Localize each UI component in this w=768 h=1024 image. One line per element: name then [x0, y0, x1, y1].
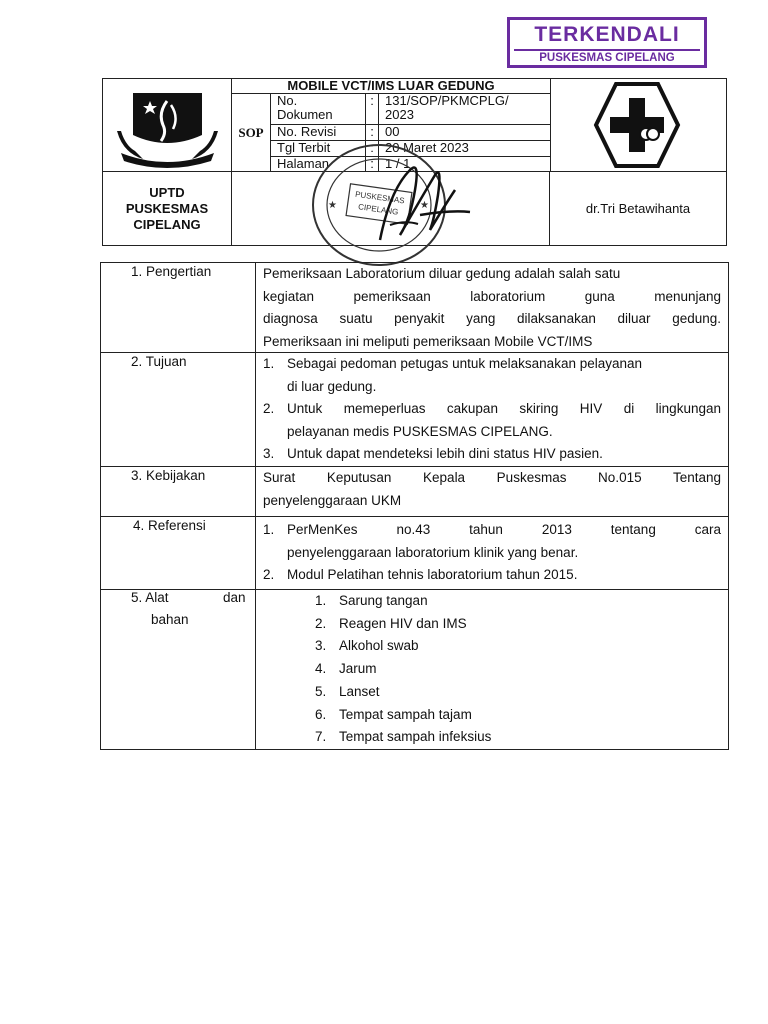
text-line: diagnosa suatu penyakit yang dilaksanakan diluar gedung. [263, 311, 721, 326]
meta-value: 20 Maret 2023 [385, 140, 469, 155]
list-number: 2. [263, 401, 275, 416]
section-label: 3. Kebijakan [131, 468, 206, 483]
text-line: penyelenggaraan UKM [263, 492, 402, 508]
item-text: Lanset [339, 683, 380, 699]
meta-label: Halaman [277, 156, 330, 171]
meta-row-revision [271, 125, 550, 141]
stamp-title: TERKENDALI [534, 23, 680, 46]
stamp-subtitle: PUSKESMAS CIPELANG [514, 49, 700, 66]
text-line: Pemeriksaan ini meliputi pemeriksaan Mobile VCT/IMS [263, 333, 593, 349]
list-number: 2. [263, 567, 275, 582]
regency-logo-cell [103, 79, 232, 172]
section-pengertian [101, 263, 728, 353]
text-line: Untuk memeperluas cakupan skiring HIV di lingkungan [287, 401, 721, 416]
item-text: Sarung tangan [339, 593, 428, 608]
list-number: 7. [315, 729, 327, 745]
stamp-inner-line: PUSKESMAS [354, 189, 406, 206]
stamp-inner-line: CIPELANG [357, 202, 399, 217]
list-number: 6. [315, 706, 327, 722]
list-number: 2. [315, 615, 327, 631]
item-text: Alkohol swab [339, 638, 419, 654]
section-label: bahan [151, 612, 189, 627]
puskesmas-logo-cell [550, 79, 726, 172]
item-text: Tempat sampah infeksius [339, 729, 492, 745]
handwritten-signature [357, 150, 480, 260]
text-line: Surat Keputusan Kepala Puskesmas No.015 Tentang [263, 470, 721, 485]
regency-emblem-icon [103, 79, 232, 172]
meta-value: 2023 [385, 107, 414, 122]
list-number: 1. [263, 356, 275, 371]
svg-text:★: ★ [328, 200, 337, 211]
list-item [263, 443, 721, 466]
paragraph-line [263, 308, 721, 331]
item-text: Reagen HIV dan IMS [339, 615, 467, 631]
meta-value: 131/SOP/PKMCPLG/ [385, 93, 509, 108]
list-item [263, 635, 721, 658]
text-line: kegiatan pemeriksaan laboratorium guna menunjang [263, 288, 721, 304]
list-number: 5. [315, 683, 327, 699]
list-item [263, 681, 721, 704]
list-item [263, 564, 721, 587]
section-kebijakan [101, 467, 728, 517]
sop-content-table [100, 262, 729, 750]
text-line: pelayanan medis PUSKESMAS CIPELANG. [287, 423, 553, 439]
terkendali-stamp [507, 17, 707, 68]
list-item [263, 353, 721, 398]
section-referensi [101, 517, 728, 590]
org-line: CIPELANG [133, 216, 201, 232]
sop-label: SOP [232, 94, 271, 172]
section-label: 2. Tujuan [131, 354, 187, 369]
section-label: dan [223, 590, 246, 605]
section-label: 5. Alat [131, 590, 169, 605]
text-line: Untuk dapat mendeteksi lebih dini status HIV pasien. [287, 446, 603, 461]
meta-label: No. Revisi [277, 124, 337, 139]
text-line: PerMenKes no.43 tahun 2013 tentang cara [287, 522, 721, 537]
meta-value: 1 / 1 [385, 156, 411, 171]
text-line: Modul Pelatihan tehnis laboratorium tahun 2015. [287, 567, 578, 582]
list-item [263, 613, 721, 636]
list-item [263, 590, 721, 613]
meta-separator: : [365, 94, 379, 124]
svg-text:★: ★ [420, 200, 429, 211]
meta-label: Tgl Terbit [277, 140, 331, 155]
meta-label: Dokumen [277, 107, 333, 122]
text-line: Pemeriksaan Laboratorium diluar gedung adalah salah satu [263, 266, 621, 281]
paragraph-line [263, 331, 721, 354]
section-alat-bahan [101, 590, 728, 749]
list-item [263, 704, 721, 727]
section-label: 1. Pengertian [131, 264, 212, 279]
list-number: 3. [263, 446, 275, 461]
list-number: 4. [315, 661, 327, 677]
puskesmas-logo-icon [550, 79, 726, 172]
document-title: MOBILE VCT/IMS LUAR GEDUNG [232, 79, 550, 94]
list-number: 1. [315, 593, 327, 608]
list-item [263, 658, 721, 681]
meta-value: 00 [385, 124, 400, 139]
meta-separator: : [365, 141, 379, 156]
list-item [263, 726, 721, 749]
paragraph-line [263, 286, 721, 309]
meta-row-doc-number [271, 94, 550, 125]
list-item [263, 519, 721, 564]
section-tujuan [101, 353, 728, 467]
paragraph-line [263, 263, 721, 286]
item-text: Jarum [339, 661, 377, 677]
meta-label: No. [277, 93, 298, 108]
org-line: PUSKESMAS [125, 200, 209, 216]
text-line: penyelenggaraan laboratorium klinik yang benar. [287, 544, 579, 560]
item-text: Tempat sampah tajam [339, 706, 472, 722]
section-label: 4. Referensi [133, 518, 206, 533]
meta-separator: : [365, 125, 379, 140]
organization-name [103, 172, 232, 245]
meta-separator: : [365, 157, 379, 172]
org-line: UPTD [149, 184, 185, 200]
text-line: di luar gedung. [287, 378, 377, 394]
list-number: 3. [315, 638, 327, 654]
list-number: 1. [263, 522, 275, 537]
head-of-puskesmas: dr.Tri Betawihanta [585, 201, 691, 216]
list-item [263, 398, 721, 443]
text-line: Sebagai pedoman petugas untuk melaksanakan pelayanan [287, 356, 643, 371]
